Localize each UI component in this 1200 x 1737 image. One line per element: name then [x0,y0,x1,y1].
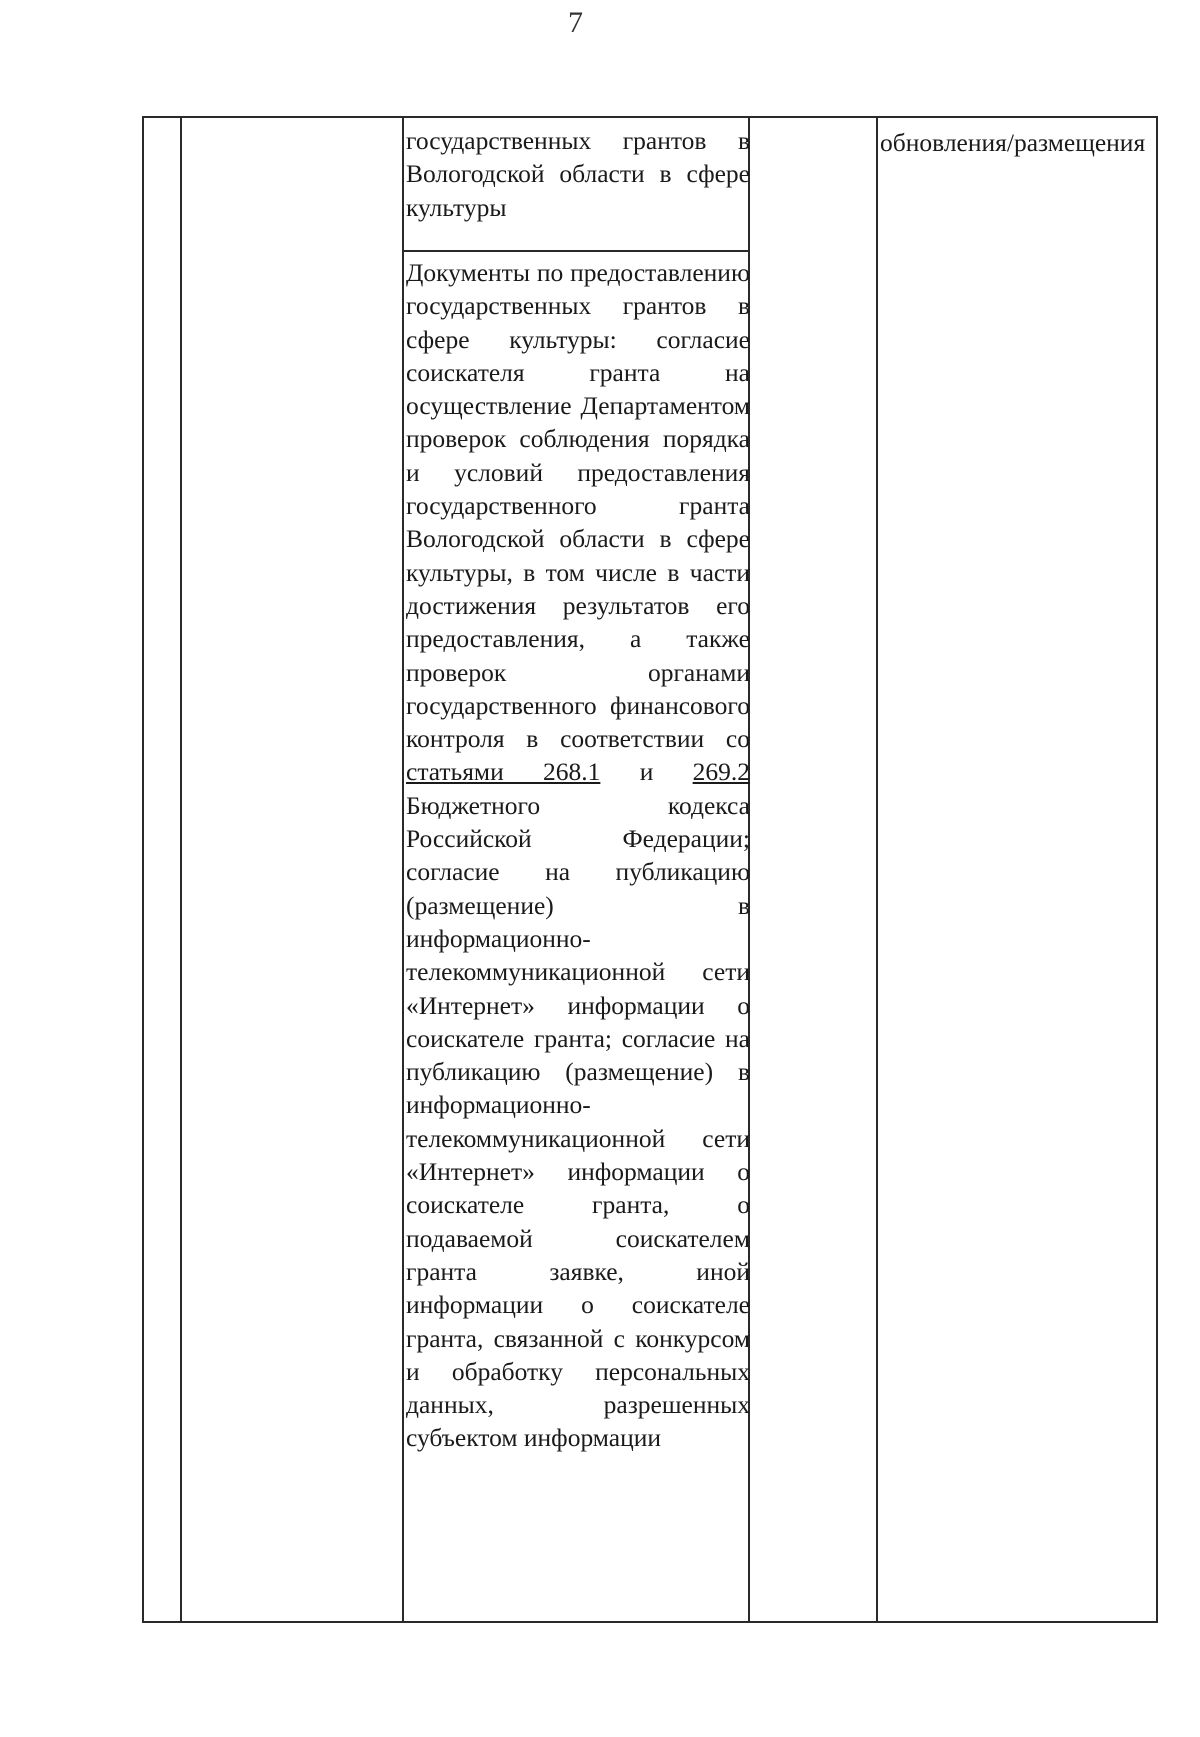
column-divider-4 [876,118,878,1621]
documents-conjunction: и [639,757,654,787]
column-divider-2 [402,118,404,1621]
column-divider-1 [180,118,182,1621]
documents-text-part1: Документы по предоставлению государственных грантов в сфере культуры: согласие соискателя гранта на осуществление Департаментом проверок соблюдения порядка и условий предоставления государственного гранта Вологодской области в сфере культуры, в том числе в части достижения результатов его предоставления, а также проверок органами государственного финансового контроля в соответствии со [406,258,750,754]
cell-update-placement: обновления/размещения [880,128,1146,157]
subrow-divider [402,250,750,252]
document-table [142,116,1158,1623]
documents-text-part2: Бюджетного кодекса Российской Федерации; согласие на публикацию (размещение) в информационно-телекоммуникационной сети «Интернет» информации о соискателе гранта; согласие на публикацию (размещение) в информационно-телекоммуникационной сети «Интернет» информации о соискателе гранта, о подаваемой соискателем гранта заявке, иной информации о соискателе гранта, связанной с конкурсом и обработку персональных данных, разрешенных субъектом информации [406,790,750,1453]
link-articles-268-1[interactable]: статьями 268.1 [406,757,601,787]
link-article-269-2[interactable]: 269.2 [692,757,751,787]
page-number: 7 [568,6,583,39]
cell-grant-documents [406,256,750,1455]
cell-grant-scope: государственных грантов в Вологодской области в сфере культуры [406,126,750,222]
